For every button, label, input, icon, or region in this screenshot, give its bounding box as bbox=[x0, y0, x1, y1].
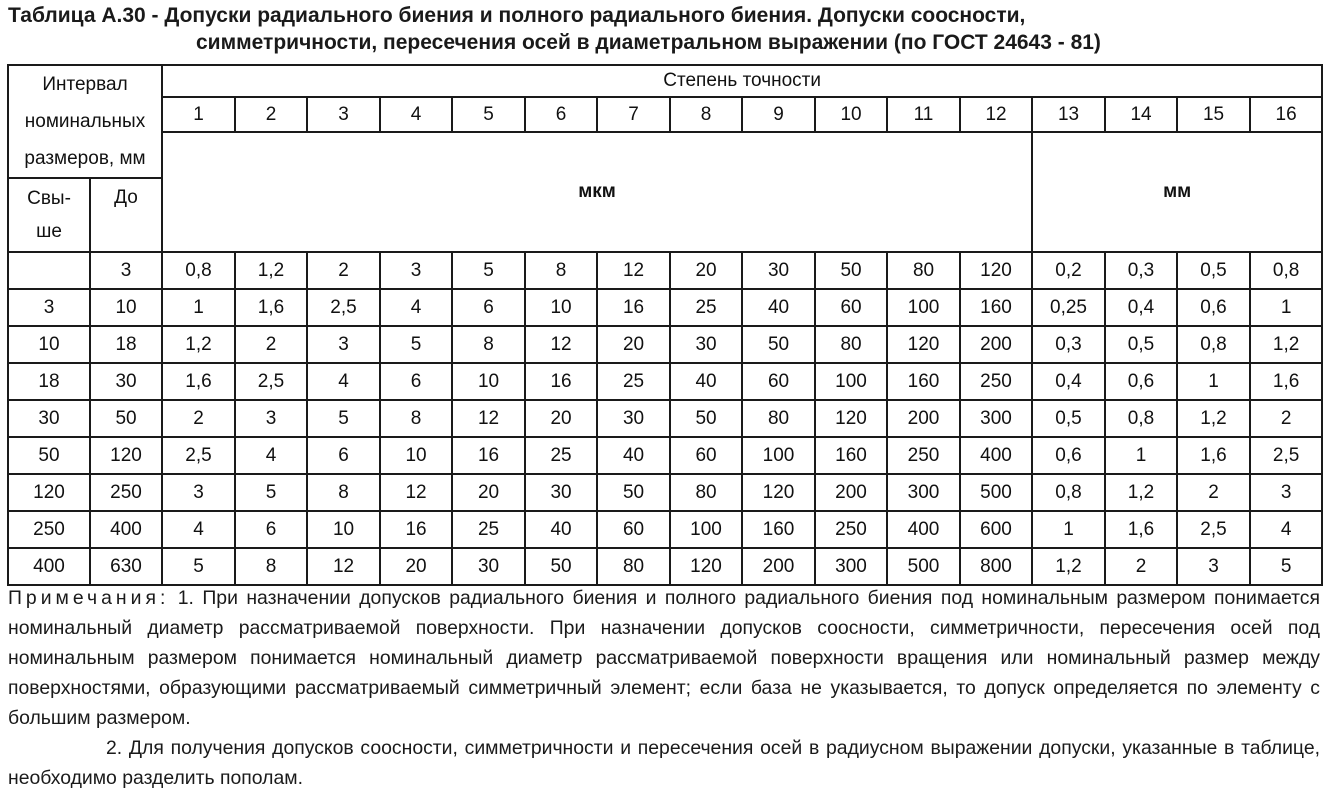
tolerance-cell: 0,3 bbox=[1105, 252, 1177, 289]
over-header-line: Свы- bbox=[27, 188, 71, 209]
tolerance-cell: 200 bbox=[742, 548, 815, 585]
tolerance-cell: 600 bbox=[960, 511, 1032, 548]
tolerance-cell: 1,6 bbox=[235, 289, 307, 326]
tolerance-cell: 8 bbox=[307, 474, 380, 511]
tolerance-cell: 4 bbox=[235, 437, 307, 474]
degree-13-header: 13 bbox=[1032, 97, 1105, 132]
range-over-cell: 10 bbox=[8, 326, 90, 363]
tolerance-cell: 4 bbox=[1250, 511, 1322, 548]
tolerance-cell: 0,8 bbox=[162, 252, 235, 289]
tolerance-cell: 120 bbox=[670, 548, 742, 585]
tolerance-cell: 4 bbox=[380, 289, 452, 326]
table-row bbox=[8, 363, 1322, 400]
tolerance-cell: 60 bbox=[742, 363, 815, 400]
degree-9-header: 9 bbox=[742, 97, 815, 132]
tolerance-cell: 800 bbox=[960, 548, 1032, 585]
tolerance-table bbox=[7, 64, 1323, 586]
table-row bbox=[8, 289, 1322, 326]
tolerance-cell: 300 bbox=[887, 474, 960, 511]
tolerance-cell: 0,5 bbox=[1032, 400, 1105, 437]
tolerance-cell: 4 bbox=[162, 511, 235, 548]
tolerance-cell: 0,3 bbox=[1032, 326, 1105, 363]
tolerance-cell: 20 bbox=[525, 400, 597, 437]
tolerance-cell: 0,8 bbox=[1032, 474, 1105, 511]
tolerance-cell: 12 bbox=[452, 400, 525, 437]
tolerance-cell: 2 bbox=[1177, 474, 1250, 511]
tolerance-cell: 5 bbox=[235, 474, 307, 511]
to-header: До bbox=[90, 178, 162, 252]
tolerance-cell: 10 bbox=[380, 437, 452, 474]
tolerance-cell: 1,6 bbox=[1177, 437, 1250, 474]
tolerance-cell: 0,8 bbox=[1177, 326, 1250, 363]
tolerance-cell: 120 bbox=[742, 474, 815, 511]
tolerance-cell: 25 bbox=[670, 289, 742, 326]
tolerance-cell: 16 bbox=[525, 363, 597, 400]
tolerance-cell: 0,5 bbox=[1105, 326, 1177, 363]
tolerance-cell: 50 bbox=[525, 548, 597, 585]
tolerance-cell: 1,2 bbox=[1177, 400, 1250, 437]
interval-header-line: Интервал bbox=[42, 74, 128, 95]
degree-8-header: 8 bbox=[670, 97, 742, 132]
unit-mm: мм bbox=[1032, 132, 1322, 252]
tolerance-cell: 2,5 bbox=[1250, 437, 1322, 474]
note-1 bbox=[8, 583, 1320, 733]
tolerance-cell: 120 bbox=[815, 400, 887, 437]
tolerance-cell: 1,2 bbox=[1032, 548, 1105, 585]
tolerance-cell: 2 bbox=[307, 252, 380, 289]
table-caption bbox=[8, 2, 1323, 56]
tolerance-cell: 1 bbox=[1250, 289, 1322, 326]
tolerance-cell: 8 bbox=[452, 326, 525, 363]
tolerance-cell: 0,25 bbox=[1032, 289, 1105, 326]
tolerance-cell: 0,6 bbox=[1177, 289, 1250, 326]
tolerance-cell: 1,2 bbox=[235, 252, 307, 289]
tolerance-cell: 120 bbox=[887, 326, 960, 363]
tolerance-cell: 2,5 bbox=[307, 289, 380, 326]
degree-2-header: 2 bbox=[235, 97, 307, 132]
tolerance-cell: 20 bbox=[380, 548, 452, 585]
tolerance-cell: 1,6 bbox=[1105, 511, 1177, 548]
tolerance-cell: 40 bbox=[742, 289, 815, 326]
tolerance-cell: 1 bbox=[1105, 437, 1177, 474]
tolerance-cell: 400 bbox=[887, 511, 960, 548]
tolerance-cell: 3 bbox=[380, 252, 452, 289]
tolerance-cell: 50 bbox=[815, 252, 887, 289]
tolerance-cell: 2 bbox=[162, 400, 235, 437]
degree-1-header: 1 bbox=[162, 97, 235, 132]
degree-10-header: 10 bbox=[815, 97, 887, 132]
tolerance-cell: 10 bbox=[452, 363, 525, 400]
table-row bbox=[8, 511, 1322, 548]
tolerance-cell: 0,8 bbox=[1250, 252, 1322, 289]
tolerance-cell: 5 bbox=[162, 548, 235, 585]
tolerance-cell: 100 bbox=[887, 289, 960, 326]
note-2: 2. Для получения допусков соосности, симметричности и пересечения осей в радиусном выражении допуски, указанные в таблице, необходимо разделить пополам. bbox=[8, 737, 1320, 789]
tolerance-cell: 250 bbox=[887, 437, 960, 474]
tolerance-cell: 1,2 bbox=[1250, 326, 1322, 363]
over-header-line: ше bbox=[36, 221, 62, 242]
tolerance-cell: 2,5 bbox=[1177, 511, 1250, 548]
range-to-cell: 18 bbox=[90, 326, 162, 363]
tolerance-cell: 6 bbox=[235, 511, 307, 548]
tolerance-cell: 2 bbox=[1250, 400, 1322, 437]
tolerance-cell: 400 bbox=[960, 437, 1032, 474]
tolerance-cell: 12 bbox=[597, 252, 670, 289]
degree-14-header: 14 bbox=[1105, 97, 1177, 132]
tolerance-cell: 500 bbox=[887, 548, 960, 585]
tolerance-cell: 6 bbox=[380, 363, 452, 400]
tolerance-cell: 20 bbox=[452, 474, 525, 511]
range-to-cell: 50 bbox=[90, 400, 162, 437]
range-to-cell: 250 bbox=[90, 474, 162, 511]
unit-mkm: мкм bbox=[162, 132, 1032, 252]
tolerance-cell: 20 bbox=[597, 326, 670, 363]
tolerance-cell: 25 bbox=[452, 511, 525, 548]
tolerance-cell: 80 bbox=[815, 326, 887, 363]
tolerance-cell: 2 bbox=[235, 326, 307, 363]
degree-5-header: 5 bbox=[452, 97, 525, 132]
range-over-cell: 250 bbox=[8, 511, 90, 548]
tolerance-cell: 30 bbox=[742, 252, 815, 289]
tolerance-cell: 100 bbox=[815, 363, 887, 400]
tolerance-cell: 6 bbox=[452, 289, 525, 326]
tolerance-cell: 1 bbox=[1032, 511, 1105, 548]
tolerance-cell: 8 bbox=[380, 400, 452, 437]
range-over-cell: 50 bbox=[8, 437, 90, 474]
tolerance-cell: 60 bbox=[670, 437, 742, 474]
tolerance-cell: 1 bbox=[162, 289, 235, 326]
table-row bbox=[8, 252, 1322, 289]
tolerance-cell: 30 bbox=[597, 400, 670, 437]
tolerance-cell: 5 bbox=[380, 326, 452, 363]
tolerance-cell: 60 bbox=[597, 511, 670, 548]
tolerance-cell: 80 bbox=[887, 252, 960, 289]
tolerance-cell: 80 bbox=[670, 474, 742, 511]
tolerance-cell: 1,6 bbox=[162, 363, 235, 400]
range-to-cell: 120 bbox=[90, 437, 162, 474]
tolerance-cell: 10 bbox=[307, 511, 380, 548]
tolerance-cell: 1,6 bbox=[1250, 363, 1322, 400]
tolerance-cell: 100 bbox=[742, 437, 815, 474]
accuracy-degree-header: Степень точности bbox=[162, 65, 1322, 97]
range-to-cell: 400 bbox=[90, 511, 162, 548]
tolerance-cell: 8 bbox=[235, 548, 307, 585]
tolerance-cell: 3 bbox=[1177, 548, 1250, 585]
range-over-cell: 120 bbox=[8, 474, 90, 511]
tolerance-cell: 16 bbox=[452, 437, 525, 474]
tolerance-cell: 300 bbox=[815, 548, 887, 585]
tolerance-cell: 16 bbox=[380, 511, 452, 548]
tolerance-cell: 30 bbox=[670, 326, 742, 363]
notes bbox=[8, 583, 1320, 793]
tolerance-cell: 2 bbox=[1105, 548, 1177, 585]
interval-header-line: размеров, мм bbox=[24, 148, 146, 169]
degree-4-header: 4 bbox=[380, 97, 452, 132]
tolerance-cell: 1,2 bbox=[162, 326, 235, 363]
tolerance-cell: 200 bbox=[887, 400, 960, 437]
range-over-cell: 3 bbox=[8, 289, 90, 326]
tolerance-cell: 250 bbox=[815, 511, 887, 548]
tolerance-cell: 0,8 bbox=[1105, 400, 1177, 437]
range-over-cell bbox=[8, 252, 90, 289]
tolerance-cell: 160 bbox=[742, 511, 815, 548]
tolerance-cell: 5 bbox=[307, 400, 380, 437]
interval-header-line: номинальных bbox=[24, 111, 146, 132]
tolerance-cell: 1 bbox=[1177, 363, 1250, 400]
tolerance-cell: 3 bbox=[307, 326, 380, 363]
tolerance-cell: 25 bbox=[525, 437, 597, 474]
tolerance-cell: 250 bbox=[960, 363, 1032, 400]
range-to-cell: 630 bbox=[90, 548, 162, 585]
tolerance-cell: 10 bbox=[525, 289, 597, 326]
tolerance-cell: 50 bbox=[742, 326, 815, 363]
tolerance-cell: 1,2 bbox=[1105, 474, 1177, 511]
tolerance-cell: 12 bbox=[307, 548, 380, 585]
tolerance-cell: 16 bbox=[597, 289, 670, 326]
tolerance-cell: 3 bbox=[162, 474, 235, 511]
tolerance-cell: 12 bbox=[525, 326, 597, 363]
table-row bbox=[8, 326, 1322, 363]
table-row bbox=[8, 474, 1322, 511]
tolerance-cell: 0,6 bbox=[1105, 363, 1177, 400]
tolerance-cell: 160 bbox=[815, 437, 887, 474]
tolerance-cell: 0,4 bbox=[1032, 363, 1105, 400]
tolerance-cell: 30 bbox=[452, 548, 525, 585]
tolerance-cell: 5 bbox=[1250, 548, 1322, 585]
tolerance-cell: 12 bbox=[380, 474, 452, 511]
tolerance-cell: 2,5 bbox=[162, 437, 235, 474]
range-over-cell: 30 bbox=[8, 400, 90, 437]
range-to-cell: 3 bbox=[90, 252, 162, 289]
tolerance-cell: 160 bbox=[960, 289, 1032, 326]
tolerance-cell: 40 bbox=[525, 511, 597, 548]
caption-line-2: симметричности, пересечения осей в диаметральном выражении (по ГОСТ 24643 - 81) bbox=[196, 31, 1101, 54]
tolerance-cell: 300 bbox=[960, 400, 1032, 437]
tolerance-cell: 40 bbox=[670, 363, 742, 400]
tolerance-cell: 160 bbox=[887, 363, 960, 400]
table-row bbox=[8, 400, 1322, 437]
tolerance-cell: 500 bbox=[960, 474, 1032, 511]
tolerance-cell: 20 bbox=[670, 252, 742, 289]
degree-15-header: 15 bbox=[1177, 97, 1250, 132]
tolerance-cell: 2,5 bbox=[235, 363, 307, 400]
tolerance-cell: 8 bbox=[525, 252, 597, 289]
range-to-cell: 10 bbox=[90, 289, 162, 326]
tolerance-cell: 25 bbox=[597, 363, 670, 400]
table-row bbox=[8, 437, 1322, 474]
tolerance-cell: 4 bbox=[307, 363, 380, 400]
note-1-text: 1. При назначении допусков радиального биения и полного радиального биения под номинальным размером понимается номинальный диаметр рассматриваемой поверхности. При назначении допусков соосности, симметричности, пересечения осей под номинальным размером понимается номинальный диаметр рассматриваемой поверхности вращения или номинальный размер между поверхностями, образующими рассматриваемый симметричный элемент; если база не указывается, то допуск определяется по элементу с большим размером. bbox=[8, 587, 1320, 729]
tolerance-cell: 3 bbox=[1250, 474, 1322, 511]
tolerance-cell: 100 bbox=[670, 511, 742, 548]
tolerance-cell: 0,4 bbox=[1105, 289, 1177, 326]
tolerance-cell: 0,5 bbox=[1177, 252, 1250, 289]
degree-12-header: 12 bbox=[960, 97, 1032, 132]
tolerance-cell: 80 bbox=[742, 400, 815, 437]
degree-11-header: 11 bbox=[887, 97, 960, 132]
range-to-cell: 30 bbox=[90, 363, 162, 400]
tolerance-cell: 60 bbox=[815, 289, 887, 326]
interval-header bbox=[8, 65, 162, 178]
range-over-cell: 400 bbox=[8, 548, 90, 585]
tolerance-cell: 80 bbox=[597, 548, 670, 585]
tolerance-cell: 3 bbox=[235, 400, 307, 437]
degree-6-header: 6 bbox=[525, 97, 597, 132]
tolerance-cell: 6 bbox=[307, 437, 380, 474]
degree-7-header: 7 bbox=[597, 97, 670, 132]
degree-3-header: 3 bbox=[307, 97, 380, 132]
tolerance-cell: 30 bbox=[525, 474, 597, 511]
range-over-cell: 18 bbox=[8, 363, 90, 400]
tolerance-cell: 200 bbox=[815, 474, 887, 511]
degree-16-header: 16 bbox=[1250, 97, 1322, 132]
over-header bbox=[8, 178, 90, 252]
tolerance-cell: 40 bbox=[597, 437, 670, 474]
tolerance-cell: 50 bbox=[597, 474, 670, 511]
notes-label: Примечания: bbox=[8, 587, 170, 609]
caption-line-1: Таблица А.30 - Допуски радиального биения и полного радиального биения. Допуски соосности, bbox=[8, 4, 1026, 27]
tolerance-cell: 5 bbox=[452, 252, 525, 289]
tolerance-cell: 120 bbox=[960, 252, 1032, 289]
table-row bbox=[8, 548, 1322, 585]
tolerance-cell: 0,2 bbox=[1032, 252, 1105, 289]
tolerance-cell: 200 bbox=[960, 326, 1032, 363]
tolerance-cell: 50 bbox=[670, 400, 742, 437]
tolerance-cell: 0,6 bbox=[1032, 437, 1105, 474]
